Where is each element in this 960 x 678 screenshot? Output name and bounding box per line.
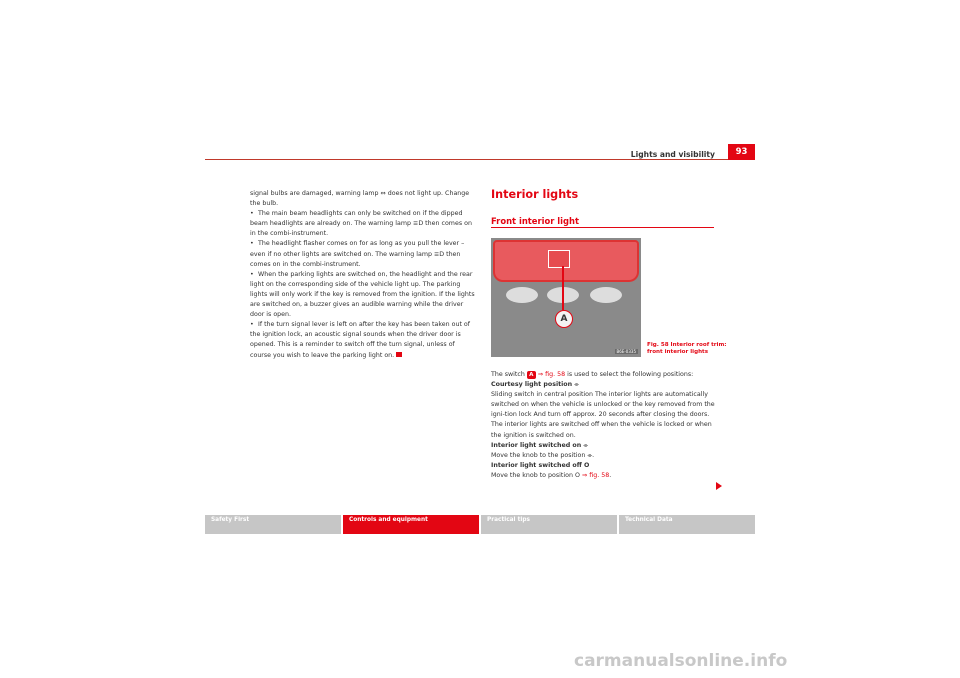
- lamp-icon: ⌯: [583, 441, 589, 449]
- tab-controls-equipment[interactable]: Controls and equipment: [343, 515, 479, 534]
- subsection-title: Front interior light: [491, 216, 579, 226]
- callout-line: [562, 266, 564, 310]
- figure-roof-trim: [491, 238, 641, 357]
- bullet-text: The main beam headlights can only be switched on if the dipped beam headlights are already on. The warning lamp ≡D then comes on in the combi-instrument.: [250, 210, 472, 238]
- off-text: Move the knob to position O: [491, 471, 580, 479]
- bullet-text: When the parking lights are switched on, the headlight and the rear light on the corresponding side of the vehicle light up. The parking lights will only work if the key is removed from the ignition. If the lights are switched on, a buzzer gives an audible warning while the driver door is open.: [250, 270, 475, 319]
- section-title: Interior lights: [491, 188, 579, 201]
- lamp-icon: ⌯: [587, 451, 593, 459]
- roof-trim-panel: [493, 240, 639, 282]
- page-number: 93: [728, 144, 755, 160]
- header-rule: [205, 159, 755, 160]
- switch-badge: A: [527, 371, 536, 379]
- on-heading: [491, 441, 717, 451]
- caption-line: Fig. 58 Interior roof trim:: [647, 342, 727, 348]
- header-title: Lights and visibility: [630, 150, 715, 159]
- footer-tabs: [205, 515, 755, 534]
- caption-line: front interior lights: [647, 349, 709, 356]
- lamp-lens: [590, 287, 622, 303]
- fig-ref-link[interactable]: ⇒ fig. 58: [535, 371, 566, 378]
- intro-text: signal bulbs are damaged, warning lamp ⇔ does not light up. Change the bulb.: [250, 190, 470, 208]
- bullet-item: • If the turn signal lever is left on after the key has been taken out of the ignition lock, an acoustic signal sounds when the driver door is opened. This is a reminder to switch off the turn signal, unless of course you wish to leave the parking light on.: [250, 321, 470, 359]
- next-page-arrow-icon[interactable]: [716, 482, 722, 490]
- courtesy-text: Sliding switch in central position The interior lights are automatically switched on when the vehicle is unlocked or the key removed from the igni-tion lock And turn off approx. 20 seconds after closing the doors. The interior lights are switched off when the vehicle is locked or when the ignition is switched on.: [491, 391, 715, 439]
- lamp-lens: [506, 287, 538, 303]
- fig-ref-link[interactable]: ⇒ fig. 58: [581, 471, 610, 479]
- callout-marker: A: [555, 310, 573, 328]
- switch-suffix: is used to select the following positions:: [565, 371, 694, 378]
- tab-technical-data[interactable]: Technical Data: [619, 515, 755, 534]
- bullet-item: • The headlight flasher comes on for as long as you pull the lever – even if no other lights are switched on. The warning lamp ≡D then comes on in the combi-instrument.: [250, 240, 465, 268]
- left-column: [250, 189, 475, 361]
- switch-knob: [548, 250, 570, 268]
- door-light-icon: ⌯: [574, 381, 579, 389]
- bullet-text: The headlight flasher comes on for as long as you pull the lever – even if no other lights are switched on. The warning lamp ≡D then comes on in the combi-instrument.: [250, 240, 465, 268]
- off-paragraph: Move the knob to position O ⇒ fig. 58.: [491, 471, 612, 479]
- on-paragraph: Move the knob to the position ⌯.: [491, 451, 717, 461]
- bullet-item: • When the parking lights are switched on, the headlight and the rear light on the corresponding side of the vehicle light up. The parking lights will only work if the key is removed from the ignition. If the lights are switched on, a buzzer gives an audible warning while the driver door is open.: [250, 270, 475, 319]
- off-label: Interior light switched off O: [491, 461, 590, 469]
- right-body: [491, 370, 717, 481]
- figure-id: B6E-0335: [616, 349, 636, 354]
- switch-prefix: The switch: [491, 371, 527, 378]
- figure-caption: [647, 342, 727, 356]
- courtesy-label: Courtesy light position: [491, 381, 573, 389]
- bullet-item: • The main beam headlights can only be switched on if the dipped beam headlights are already on. The warning lamp ≡D then comes on in the combi-instrument.: [250, 210, 472, 238]
- watermark: carmanualsonline.info: [574, 651, 788, 671]
- on-label: Interior light switched on: [491, 441, 582, 449]
- bullet-text: If the turn signal lever is left on after the key has been taken out of the ignition lock, an acoustic signal sounds when the driver door is opened. This is a reminder to switch off the turn signal, unless of course you wish to leave the parking light on.: [250, 321, 470, 359]
- switch-paragraph: [491, 370, 717, 380]
- courtesy-heading: [491, 380, 717, 390]
- subsection-rule: [491, 227, 714, 228]
- tab-safety-first[interactable]: Safety First: [205, 515, 341, 534]
- tab-practical-tips[interactable]: Practical tips: [481, 515, 617, 534]
- on-text: Move the knob to the position: [491, 451, 586, 459]
- end-marker-icon: [396, 352, 402, 357]
